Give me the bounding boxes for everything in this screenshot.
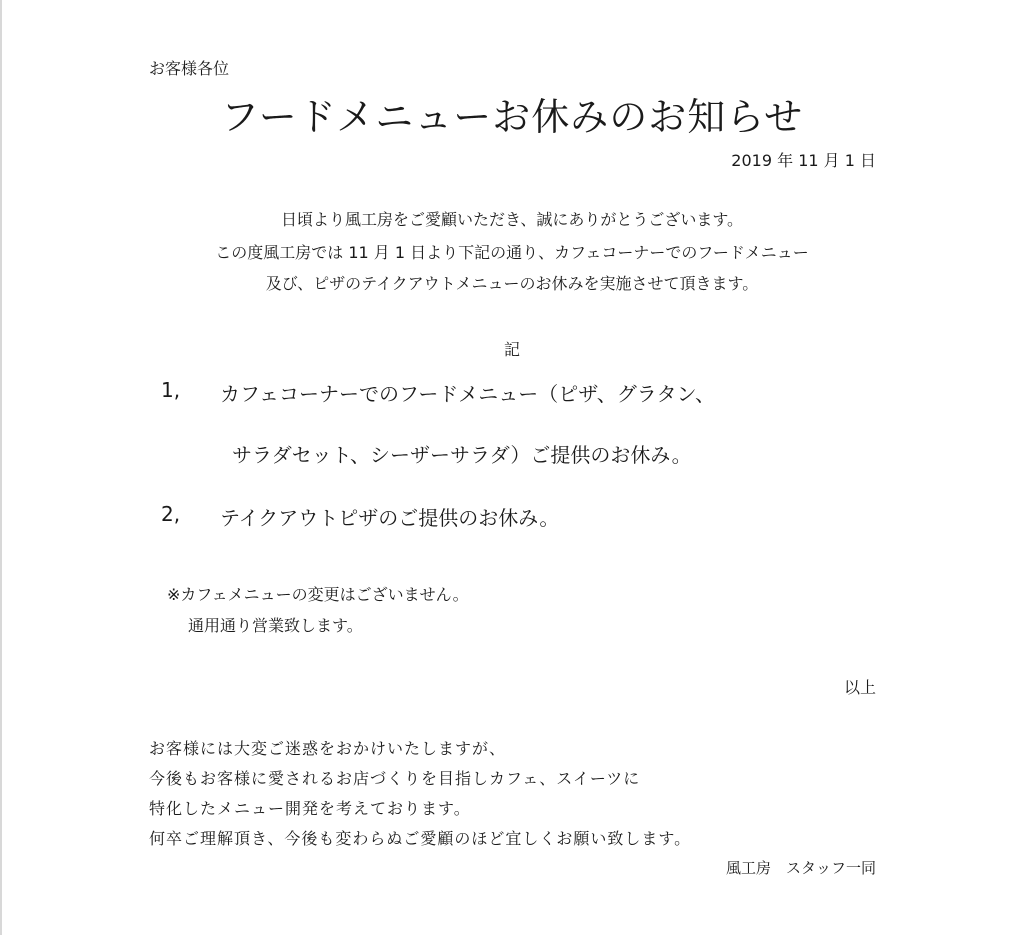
ki-heading: 記 (503, 340, 520, 359)
message-line-2: 今後もお客様に愛されるお店づくりを目指しカフェ、スイーツに (149, 769, 641, 788)
notice-date: 2019 年 11 月 1 日 (731, 151, 876, 170)
message-line-1: お客様には大変ご迷惑をおかけいたしますが、 (149, 739, 507, 758)
salutation: お客様各位 (149, 59, 230, 78)
intro-line-1: 日頃より風工房をご愛顧いただき、誠にありがとうございます。 (280, 210, 744, 229)
item-1-text-line-2: サラダセット、シーザーサラダ）ご提供のお休み。 (232, 443, 692, 467)
note-line-1: ※カフェメニューの変更はございません。 (167, 585, 469, 604)
page-title: フードメニューお休みのお知らせ (220, 95, 804, 139)
message-line-4: 何卒ご理解頂き、今後も変わらぬご愛顧のほど宜しくお願い致します。 (149, 829, 692, 848)
intro-line-3: 及び、ピザのテイクアウトメニューのお休みを実施させて頂きます。 (265, 274, 759, 293)
message-line-3: 特化したメニュー開発を考えております。 (149, 799, 471, 818)
signature: 風工房 スタッフ一同 (725, 859, 876, 877)
item-2-number: 2, (161, 502, 181, 526)
intro-line-2: この度風工房では 11 月 1 日より下記の通り、カフェコーナーでのフードメニュー (215, 243, 809, 262)
note-line-2: 通用通り営業致します。 (188, 616, 363, 635)
item-2-text: テイクアウトピザのご提供のお休み。 (220, 506, 560, 530)
closing-mark: 以上 (843, 678, 876, 697)
item-1-text-line-1: カフェコーナーでのフードメニュー（ピザ、グラタン、 (220, 382, 715, 406)
item-1-number: 1, (161, 378, 181, 402)
